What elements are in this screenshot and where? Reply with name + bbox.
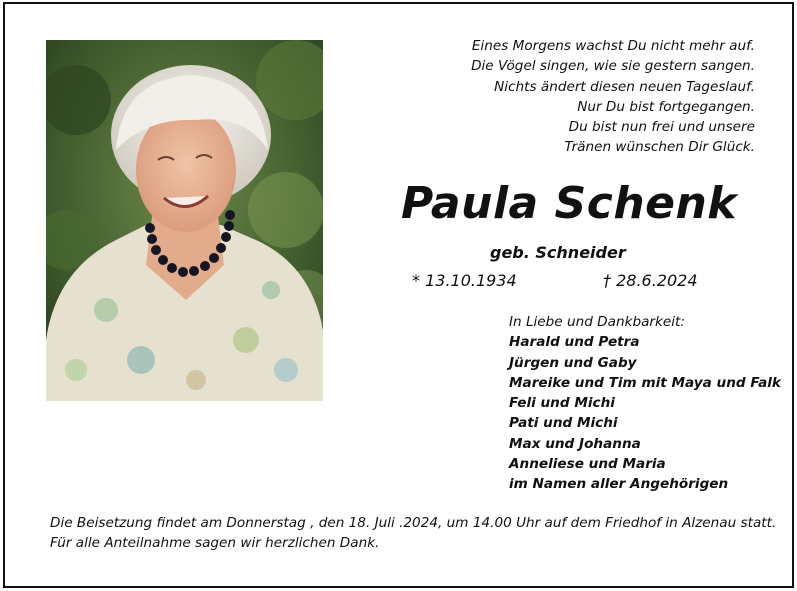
poem-line: Eines Morgens wachst Du nicht mehr auf.	[471, 38, 755, 54]
mourner-entry: Jürgen und Gaby	[509, 354, 637, 371]
portrait-photo	[46, 40, 323, 401]
deceased-name: Paula Schenk	[401, 178, 738, 229]
mourners-list	[509, 312, 781, 495]
poem-line: Nichts ändert diesen neuen Tageslauf.	[494, 78, 755, 95]
poem	[375, 36, 755, 158]
thanks-line: Für alle Anteilnahme sagen wir herzlichen Dank.	[50, 535, 380, 552]
poem-line: Die Vögel singen, wie sie gestern sangen.	[471, 58, 755, 75]
maiden-name: geb. Schneider	[490, 243, 626, 262]
mourners-intro: In Liebe und Dankbarkeit:	[509, 314, 685, 330]
poem-line: Du bist nun frei und unsere	[568, 119, 755, 136]
poem-line: Tränen wünschen Dir Glück.	[564, 139, 755, 156]
death-date: † 28.6.2024	[603, 271, 698, 290]
mourner-entry: im Namen aller Angehörigen	[509, 476, 729, 493]
mourner-entry: Max und Johanna	[509, 435, 641, 452]
poem-line: Nur Du bist fortgegangen.	[577, 98, 755, 115]
mourner-entry: Anneliese und Maria	[509, 456, 666, 473]
birth-date: * 13.10.1934	[412, 271, 517, 290]
mourner-entry: Mareike und Tim mit Maya und Falk	[509, 374, 781, 391]
funeral-info	[50, 513, 776, 554]
mourner-entry: Pati und Michi	[509, 415, 618, 432]
mourner-entry: Feli und Michi	[509, 395, 615, 412]
mourner-entry: Harald und Petra	[509, 334, 640, 351]
burial-details: Die Beisetzung findet am Donnerstag , den 18. Juli .2024, um 14.00 Uhr auf dem Friedhof in Alzenau statt.	[50, 515, 777, 531]
